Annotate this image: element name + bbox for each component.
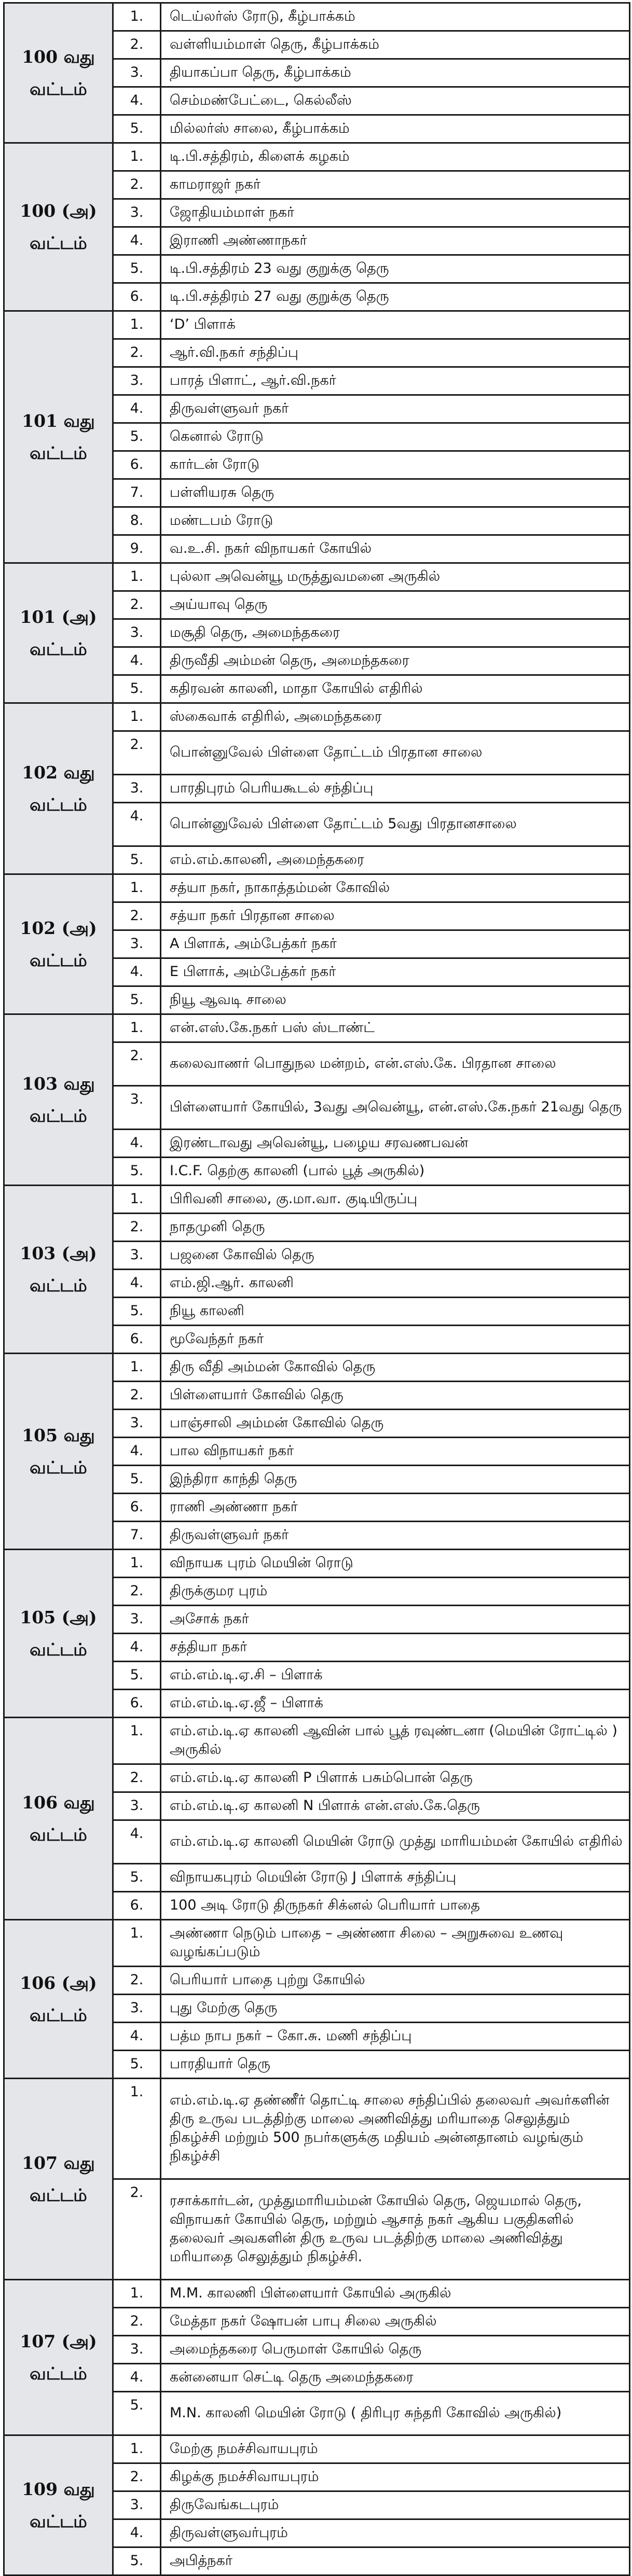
ward-number: 105 (அ) [20,1607,97,1627]
location-text: மேற்கு நமச்சிவாயபுரம் [161,2435,630,2463]
item-number: 2. [113,2463,161,2491]
location-text: எம்.எம்.டி.ஏ காலனி N பிளாக் என்.எஸ்.கே.தெரு [161,1792,630,1820]
item-number: 5. [113,2392,161,2435]
item-number: 5. [113,675,161,703]
table-row [4,1920,630,1967]
ward-number: 100 வது [22,46,95,67]
ward-name-cell [4,1186,113,1354]
ward-name-cell [4,143,113,311]
ward-name-cell [4,1920,113,2079]
location-text: திருவள்ளுவர் நகர் [161,395,630,423]
item-number: 1. [113,703,161,731]
location-text: பத்ம நாப நகர் – கோ.சு. மணி சந்திப்பு [161,2023,630,2051]
item-number: 2. [113,1967,161,1995]
location-text: அமைந்தகரை பெருமாள் கோயில் தெரு [161,2336,630,2364]
table-row [4,1550,630,1578]
item-number: 4. [113,2364,161,2392]
location-text: பாரதியார் தெரு [161,2051,630,2079]
ward-name-cell [4,703,113,874]
ward-number: 103 (அ) [20,1243,97,1263]
item-number: 1. [113,311,161,339]
location-text: திருவேங்கடபுரம் [161,2491,630,2519]
location-text: பொன்னுவேல் பிள்ளை தோட்டம் 5வது பிரதானசாலை [161,803,630,846]
table-row [4,1014,630,1042]
location-text: மண்டபம் ரோடு [161,507,630,535]
item-number: 3. [113,2491,161,2519]
location-text: அபித்நகர் [161,2547,630,2575]
item-number: 5. [113,2547,161,2575]
location-text: எம்.எம்.டி.ஏ.சி – பிளாக் [161,1662,630,1690]
ward-table [3,2,630,2576]
item-number: 2. [113,1042,161,1086]
ward-label: வட்டம் [30,1457,87,1478]
location-text: ராணி அண்ணா நகர் [161,1494,630,1522]
location-text: நியூ காலனி [161,1298,630,1326]
location-text: மசூதி தெரு, அமைந்தகரை [161,619,630,647]
location-text: திருவள்ளுவர் நகர் [161,1522,630,1550]
location-text: ‘D’ பிளாக் [161,311,630,339]
location-text: விநாயக புரம் மெயின் ரொடு [161,1550,630,1578]
location-text: I.C.F. தெற்கு காலனி (பால் பூத் அருகில்) [161,1158,630,1186]
item-number: 2. [113,2179,161,2280]
item-number: 6. [113,451,161,479]
item-number: 4. [113,958,161,986]
ward-label: வட்டம் [30,1105,87,1126]
location-text: இந்திரா காந்தி தெரு [161,1466,630,1494]
location-text: பிள்ளையார் கோவில் தெரு [161,1382,630,1410]
ward-name-cell [4,2435,113,2575]
ward-number: 106 (அ) [20,1972,97,1993]
item-number: 2. [113,31,161,59]
item-number: 6. [113,1326,161,1354]
location-text: வ.உ.சி. நகர் விநாயகர் கோயில் [161,535,630,563]
ward-number: 105 வது [22,1425,95,1445]
item-number: 3. [113,1086,161,1130]
location-text: புல்லா அவென்யூ மருத்துவமனை அருகில் [161,563,630,591]
item-number: 3. [113,59,161,87]
table-row [4,2435,630,2463]
ward-label: வட்டம் [30,2004,87,2025]
location-text: எம்.எம்.டி.ஏ.ஜீ – பிளாக் [161,1690,630,1718]
item-number: 5. [113,255,161,283]
location-text: பொன்னுவேல் பிள்ளை தோட்டம் பிரதான சாலை [161,731,630,775]
item-number: 2. [113,591,161,619]
location-text: டி.பி.சத்திரம், கிளைக் கழகம் [161,143,630,171]
item-number: 4. [113,647,161,675]
location-text: எம்.எம்.டி.ஏ தண்ணீர் தொட்டி சாலை சந்திப்பில் தலைவர் அவர்களின் திரு உருவ படத்திற்கு மாலை அணிவித்து மரியாதை செலுத்தும் நிகழ்ச்சி மற்றும் 500 நபர்களுக்கு மதியம் அன்னதானம் வழங்கும் நிகழ்ச்சி [161,2079,630,2179]
item-number: 7. [113,1522,161,1550]
item-number: 1. [113,563,161,591]
table-row [4,3,630,31]
item-number: 6. [113,283,161,311]
ward-label: வட்டம் [30,442,87,463]
item-number: 1. [113,2435,161,2463]
item-number: 1. [113,1920,161,1967]
item-number: 3. [113,775,161,803]
table-row [4,143,630,171]
item-number: 4. [113,87,161,115]
item-number: 6. [113,1690,161,1718]
item-number: 6. [113,1892,161,1920]
item-number: 5. [113,423,161,451]
table-row [4,1354,630,1382]
item-number: 4. [113,1820,161,1864]
location-text: பாரத் பிளாட், ஆர்.வி.நகர் [161,367,630,395]
item-number: 3. [113,1995,161,2023]
item-number: 1. [113,2280,161,2308]
ward-name-cell [4,3,113,143]
item-number: 1. [113,3,161,31]
location-text: இரண்டாவது அவென்யூ, பழைய சரவணபவன் [161,1130,630,1158]
location-text: பிள்ளையார் கோயில், 3வது அவென்யூ, என்.எஸ்.கே.நகர் 21வது தெரு [161,1086,630,1130]
location-text: வள்ளியம்மாள் தெரு, கீழ்பாக்கம் [161,31,630,59]
item-number: 4. [113,1634,161,1662]
location-text: M.N. காலனி மெயின் ரோடு ( திரிபுர சுந்தரி கோவில் அருகில்) [161,2392,630,2435]
location-text: M.M. காலணி பிள்ளையார் கோயில் அருகில் [161,2280,630,2308]
ward-label: வட்டம் [30,950,87,970]
item-number: 2. [113,171,161,199]
ward-number: 107 (அ) [20,2331,97,2351]
ward-name-cell [4,1718,113,1920]
ward-name-cell [4,874,113,1014]
item-number: 2. [113,1382,161,1410]
item-number: 2. [113,1214,161,1242]
ward-label: வட்டம் [30,638,87,659]
location-text: சத்யா நகர் பிரதான சாலை [161,902,630,930]
location-text: புது மேற்கு தெரு [161,1995,630,2023]
item-number: 4. [113,2023,161,2051]
location-text: கதிரவன் காலனி, மாதா கோயில் எதிரில் [161,675,630,703]
item-number: 2. [113,339,161,367]
item-number: 4. [113,1270,161,1298]
location-text: எம்.எம்.டி.ஏ காலனி ஆவின் பால் பூத் ரவுண்டனா (மெயின் ரோட்டில் ) அருகில் [161,1718,630,1764]
item-number: 2. [113,902,161,930]
location-text: விநாயகபுரம் மெயின் ரோடு J பிளாக் சந்திப்பு [161,1864,630,1892]
table-row [4,563,630,591]
location-text: கெனால் ரோடு [161,423,630,451]
ward-name-cell [4,2079,113,2280]
ward-number: 109 வது [22,2478,95,2499]
item-number: 1. [113,1014,161,1042]
item-number: 3. [113,199,161,227]
ward-number: 103 வது [22,1073,95,1094]
item-number: 4. [113,803,161,846]
item-number: 6. [113,1494,161,1522]
item-number: 5. [113,115,161,143]
location-text: ரசாக்கார்டன், முத்துமாரியம்மன் கோயில் தெரு, ஜெயமால் தெரு, விநாயகர் கோயில் தெரு, மற்றும் ஆசாத் நகர் ஆகிய பகுதிகளில் தலைவர் அவகளின் திரு உருவ படத்திற்கு மாலை அணிவித்து மரியாதை செலுத்தும் நிகழ்ச்சி. [161,2179,630,2280]
item-number: 1. [113,1354,161,1382]
ward-label: வட்டம் [30,2184,87,2205]
location-text: இராணி அண்ணாநகர் [161,227,630,255]
item-number: 7. [113,479,161,507]
location-text: நாதமுனி தெரு [161,1214,630,1242]
location-text: திருவள்ளுவர்புரம் [161,2519,630,2547]
location-text: டி.பி.சத்திரம் 27 வது குறுக்கு தெரு [161,283,630,311]
location-text: அய்யாவு தெரு [161,591,630,619]
ward-label: வட்டம் [30,232,87,253]
ward-label: வட்டம் [30,794,87,815]
item-number: 4. [113,2519,161,2547]
item-number: 3. [113,930,161,958]
item-number: 1. [113,1718,161,1764]
location-text: அசோக் நகர் [161,1606,630,1634]
item-number: 4. [113,395,161,423]
item-number: 2. [113,1578,161,1606]
item-number: 5. [113,1158,161,1186]
item-number: 9. [113,535,161,563]
location-text: கலைவாணர் பொதுநல மன்றம், என்.எஸ்.கே. பிரதான சாலை [161,1042,630,1086]
table-row [4,874,630,902]
ward-label: வட்டம் [30,1639,87,1660]
item-number: 5. [113,1466,161,1494]
item-number: 5. [113,1864,161,1892]
item-number: 3. [113,1242,161,1270]
item-number: 4. [113,227,161,255]
location-text: ஸ்கைவாக் எதிரில், அமைந்தகரை [161,703,630,731]
ward-number: 101 வது [22,410,95,431]
item-number: 2. [113,1764,161,1792]
item-number: 1. [113,874,161,902]
location-text: சத்யா நகர், நாகாத்தம்மன் கோவில் [161,874,630,902]
ward-number: 102 (அ) [20,917,97,938]
item-number: 1. [113,143,161,171]
location-text: மூவேந்தர் நகர் [161,1326,630,1354]
item-number: 1. [113,1186,161,1214]
location-text: மில்லர்ஸ் சாலை, கீழ்பாக்கம் [161,115,630,143]
item-number: 2. [113,2308,161,2336]
location-text: டி.பி.சத்திரம் 23 வது குறுக்கு தெரு [161,255,630,283]
item-number: 1. [113,1550,161,1578]
ward-name-cell [4,1550,113,1718]
ward-name-cell [4,1354,113,1550]
location-text: தியாகப்பா தெரு, கீழ்பாக்கம் [161,59,630,87]
location-text: கார்டன் ரோடு [161,451,630,479]
location-text: திரு வீதி அம்மன் கோவில் தெரு [161,1354,630,1382]
ward-label: வட்டம் [30,2363,87,2384]
table-row [4,2079,630,2179]
item-number: 3. [113,367,161,395]
location-text: எம்.ஜி.ஆர். காலனி [161,1270,630,1298]
location-text: எம்.எம்.காலனி, அமைந்தகரை [161,846,630,874]
location-text: கன்னையா செட்டி தெரு அமைந்தகரை [161,2364,630,2392]
ward-label: வட்டம் [30,78,87,99]
item-number: 5. [113,1298,161,1326]
location-text: பஜனை கோவில் தெரு [161,1242,630,1270]
ward-number: 100 (அ) [20,200,97,221]
table-row [4,703,630,731]
location-text: பால விநாயகர் நகர் [161,1438,630,1466]
item-number: 5. [113,986,161,1014]
location-text: E பிளாக், அம்பேத்கர் நகர் [161,958,630,986]
location-text: ஜோதியம்மாள் நகர் [161,199,630,227]
ward-name-cell [4,563,113,703]
location-text: 100 அடி ரோடு திருநகர் சிக்னல் பெரியார் பாதை [161,1892,630,1920]
item-number: 3. [113,619,161,647]
location-text: காமராஜர் நகர் [161,171,630,199]
location-text: ஆர்.வி.நகர் சந்திப்பு [161,339,630,367]
location-text: எம்.எம்.டி.ஏ காலனி P பிளாக் பசும்பொன் தெரு [161,1764,630,1792]
location-text: திருக்குமர புரம் [161,1578,630,1606]
location-text: திருவீதி அம்மன் தெரு, அமைந்தகரை [161,647,630,675]
item-number: 4. [113,1130,161,1158]
location-text: பாஞ்சாலி அம்மன் கோவில் தெரு [161,1410,630,1438]
location-text: சத்தியா நகர் [161,1634,630,1662]
table-row [4,1186,630,1214]
location-text: என்.எஸ்.கே.நகர் பஸ் ஸ்டாண்ட் [161,1014,630,1042]
item-number: 3. [113,1606,161,1634]
item-number: 5. [113,1662,161,1690]
ward-name-cell [4,311,113,563]
ward-name-cell [4,1014,113,1186]
location-text: பாரதிபுரம் பெரியகூடல் சந்திப்பு [161,775,630,803]
ward-number: 107 வது [22,2152,95,2173]
item-number: 2. [113,731,161,775]
location-text: பிரிவனி சாலை, கு.மா.வா. குடியிருப்பு [161,1186,630,1214]
item-number: 5. [113,846,161,874]
item-number: 4. [113,1438,161,1466]
location-text: மேத்தா நகர் ஷோபன் பாபு சிலை அருகில் [161,2308,630,2336]
ward-label: வட்டம் [30,1824,87,1845]
table-row [4,2280,630,2308]
location-text: A பிளாக், அம்பேத்கர் நகர் [161,930,630,958]
item-number: 1. [113,2079,161,2179]
ward-label: வட்டம் [30,2511,87,2531]
ward-number: 106 வது [22,1792,95,1813]
ward-number: 102 வது [22,762,95,783]
location-text: டெய்லர்ஸ் ரோடு, கீழ்பாக்கம் [161,3,630,31]
ward-label: வட்டம் [30,1275,87,1296]
item-number: 8. [113,507,161,535]
location-text: எம்.எம்.டி.ஏ காலனி மெயின் ரோடு முத்து மாரியம்மன் கோயில் எதிரில் [161,1820,630,1864]
item-number: 5. [113,2051,161,2079]
ward-table-body [4,3,630,2575]
item-number: 3. [113,1410,161,1438]
location-text: பெரியார் பாதை புற்று கோயில் [161,1967,630,1995]
ward-name-cell [4,2280,113,2435]
location-text: அண்ணா நெடும் பாதை – அண்ணா சிலை – அறுசுவை உணவு வழங்கப்படும் [161,1920,630,1967]
location-text: கிழக்கு நமச்சிவாயபுரம் [161,2463,630,2491]
location-text: செம்மண்பேட்டை, கெல்லீஸ் [161,87,630,115]
location-text: நியூ ஆவடி சாலை [161,986,630,1014]
table-row [4,311,630,339]
table-row [4,1718,630,1764]
item-number: 3. [113,2336,161,2364]
location-text: பள்ளியரசு தெரு [161,479,630,507]
ward-number: 101 (அ) [20,606,97,627]
item-number: 3. [113,1792,161,1820]
